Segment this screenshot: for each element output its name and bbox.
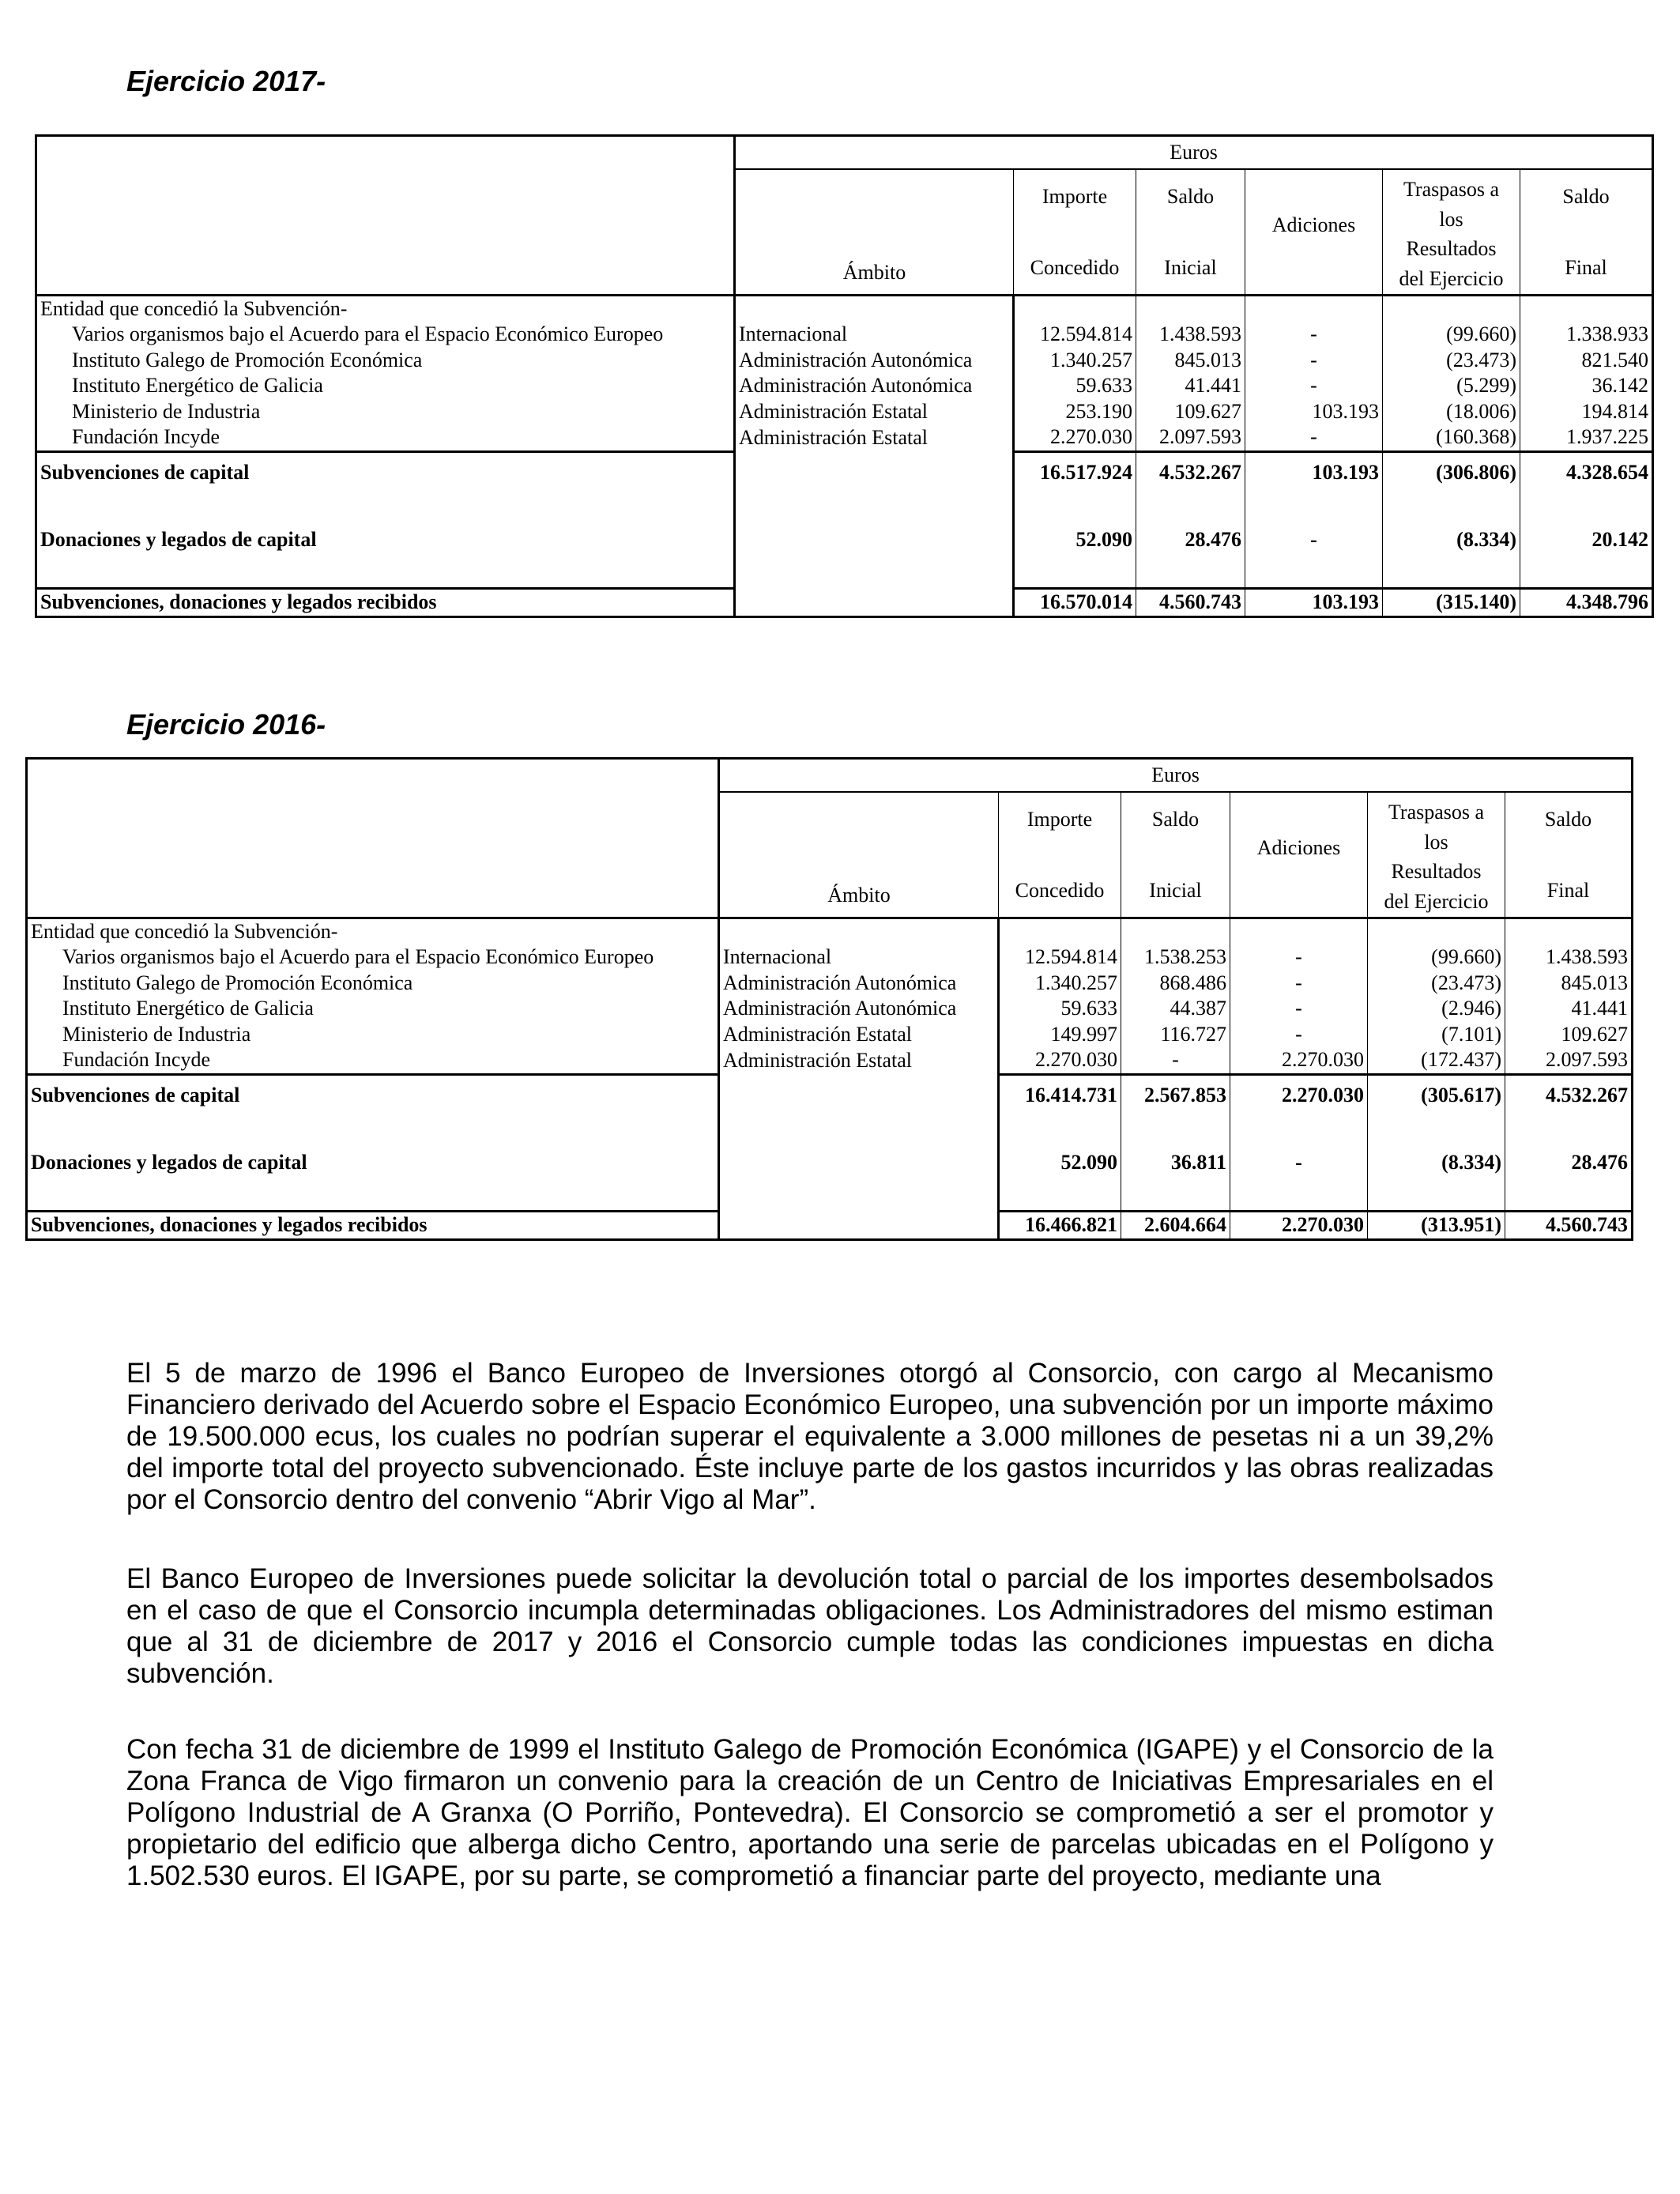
subtotal-row bbox=[27, 1074, 1633, 1115]
section-title-2016: Ejercicio 2016- bbox=[126, 708, 326, 741]
table-row bbox=[36, 322, 1653, 348]
adiciones-value: - bbox=[1245, 424, 1383, 451]
entidad-name: Varios organismos bajo el Acuerdo para el Espacio Económico Europeo bbox=[36, 322, 735, 348]
table-row bbox=[27, 1022, 1633, 1048]
paragraph-igape-convenio: Con fecha 31 de diciembre de 1999 el Instituto Galego de Promoción Económica (IGAPE) y el Consorcio de la Zona Franca de Vigo firmaron un convenio para la creación de un Centro de Iniciativas Empresariales en el Polígono Industrial de A Granxa (O Porriño, Pontevedra). El Consorcio se comprometió a ser el promotor y propietario del edificio que alberga dicho Centro, aportando una serie de parcelas ubicadas en el Polígono y 1.502.530 euros. El IGAPE, por su parte, se comprometió a financiar parte del proyecto, mediante una bbox=[126, 1734, 1494, 1891]
total-label: Subvenciones, donaciones y legados recibidos bbox=[27, 1212, 719, 1240]
adiciones-value: 103.193 bbox=[1245, 451, 1383, 492]
saldo-final-value: 28.476 bbox=[1505, 1147, 1633, 1178]
saldo-final-value: 36.142 bbox=[1520, 373, 1653, 399]
header-row-euros bbox=[27, 759, 1633, 793]
entidad-label-row bbox=[27, 918, 1633, 944]
saldo-inicial-value: 36.811 bbox=[1121, 1147, 1230, 1178]
entidad-label-row bbox=[36, 295, 1653, 322]
subsidies-table-2017 bbox=[35, 134, 1654, 618]
saldo-final-header-bottom: Final bbox=[1565, 255, 1607, 279]
adiciones-value: 103.193 bbox=[1245, 589, 1383, 617]
table-row bbox=[27, 1047, 1633, 1074]
saldo-inicial-header-bottom: Inicial bbox=[1149, 878, 1202, 902]
ambito-value: Administración Autonómica bbox=[719, 971, 999, 997]
importe-value: 16.517.924 bbox=[1014, 451, 1136, 492]
traspasos-value: (160.368) bbox=[1383, 424, 1520, 451]
traspasos-value: (99.660) bbox=[1383, 322, 1520, 348]
euros-header: Euros bbox=[719, 759, 1633, 793]
ambito-value: Internacional bbox=[735, 322, 1014, 348]
adiciones-value: - bbox=[1230, 1147, 1368, 1178]
traspasos-line-3: Resultados bbox=[1391, 860, 1482, 884]
saldo-final-value: 1.937.225 bbox=[1520, 424, 1653, 451]
traspasos-value: (313.951) bbox=[1368, 1212, 1505, 1240]
importe-value: 12.594.814 bbox=[1014, 322, 1136, 348]
subtotal-label: Subvenciones de capital bbox=[36, 451, 735, 492]
header-row-euros bbox=[36, 136, 1653, 170]
entidad-label: Entidad que concedió la Subvención- bbox=[36, 295, 735, 322]
importe-value: 52.090 bbox=[1014, 524, 1136, 556]
adiciones-value: - bbox=[1230, 944, 1368, 971]
traspasos-line-1: Traspasos a bbox=[1388, 801, 1485, 824]
table-row bbox=[27, 944, 1633, 971]
table-row bbox=[36, 373, 1653, 399]
traspasos-value: (305.617) bbox=[1368, 1074, 1505, 1115]
saldo-inicial-value: 4.532.267 bbox=[1136, 451, 1245, 492]
adiciones-value: - bbox=[1230, 996, 1368, 1022]
donaciones-label: Donaciones y legados de capital bbox=[36, 524, 735, 556]
saldo-inicial-header-top: Saldo bbox=[1151, 808, 1200, 831]
total-label: Subvenciones, donaciones y legados recibidos bbox=[36, 589, 735, 617]
adiciones-header: Adiciones bbox=[1271, 213, 1356, 236]
adiciones-value: - bbox=[1245, 322, 1383, 348]
importe-value: 16.414.731 bbox=[999, 1074, 1121, 1115]
donaciones-label: Donaciones y legados de capital bbox=[27, 1147, 719, 1178]
saldo-final-value: 20.142 bbox=[1520, 524, 1653, 556]
adiciones-value: - bbox=[1245, 524, 1383, 556]
traspasos-value: (2.946) bbox=[1368, 996, 1505, 1022]
traspasos-value: (18.006) bbox=[1383, 399, 1520, 425]
traspasos-value: (8.334) bbox=[1368, 1147, 1505, 1178]
adiciones-value: 2.270.030 bbox=[1230, 1047, 1368, 1074]
ambito-value: Administración Estatal bbox=[719, 1047, 999, 1074]
traspasos-header bbox=[1386, 170, 1516, 294]
entidad-label: Entidad que concedió la Subvención- bbox=[27, 918, 719, 944]
importe-value: 59.633 bbox=[999, 996, 1121, 1022]
total-row bbox=[36, 589, 1653, 617]
ambito-value: Administración Autonómica bbox=[719, 996, 999, 1022]
traspasos-value: (7.101) bbox=[1368, 1022, 1505, 1048]
importe-value: 149.997 bbox=[999, 1022, 1121, 1048]
subsidies-table-2016 bbox=[25, 757, 1633, 1241]
table-row bbox=[27, 971, 1633, 997]
saldo-inicial-value: - bbox=[1121, 1047, 1230, 1074]
entidad-name: Instituto Energético de Galicia bbox=[36, 373, 735, 399]
importe-value: 1.340.257 bbox=[999, 971, 1121, 997]
saldo-inicial-header-top: Saldo bbox=[1166, 185, 1215, 208]
saldo-inicial-value: 1.438.593 bbox=[1136, 322, 1245, 348]
traspasos-line-4: del Ejercicio bbox=[1384, 890, 1489, 914]
importe-value: 253.190 bbox=[1014, 399, 1136, 425]
saldo-inicial-value: 4.560.743 bbox=[1136, 589, 1245, 617]
traspasos-header bbox=[1371, 793, 1501, 917]
importe-header-top: Importe bbox=[1042, 185, 1108, 208]
saldo-inicial-value: 2.097.593 bbox=[1136, 424, 1245, 451]
saldo-final-header-bottom: Final bbox=[1546, 878, 1590, 902]
paragraph-bei-devolucion: El Banco Europeo de Inversiones puede solicitar la devolución total o parcial de los importes desembolsados en el caso de que el Consorcio incumpla determinadas obligaciones. Los Administradores del mismo estiman que al 31 de diciembre de 2017 y 2016 el Consorcio cumple todas las condiciones impuestas en dicha subvención. bbox=[126, 1563, 1494, 1689]
table-row bbox=[36, 424, 1653, 451]
saldo-inicial-value: 845.013 bbox=[1136, 348, 1245, 374]
saldo-final-value: 4.532.267 bbox=[1505, 1074, 1633, 1115]
entidad-name: Fundación Incyde bbox=[27, 1047, 719, 1074]
traspasos-line-4: del Ejercicio bbox=[1399, 267, 1504, 291]
adiciones-header: Adiciones bbox=[1256, 835, 1341, 859]
saldo-final-value: 845.013 bbox=[1505, 971, 1633, 997]
traspasos-line-2: los bbox=[1439, 207, 1463, 231]
saldo-inicial-header-bottom: Inicial bbox=[1164, 255, 1217, 279]
traspasos-value: (315.140) bbox=[1383, 589, 1520, 617]
saldo-inicial-value: 44.387 bbox=[1121, 996, 1230, 1022]
ambito-value: Administración Estatal bbox=[719, 1022, 999, 1048]
traspasos-value: (306.806) bbox=[1383, 451, 1520, 492]
saldo-final-value: 1.438.593 bbox=[1505, 944, 1633, 971]
entidad-name: Ministerio de Industria bbox=[36, 399, 735, 425]
importe-value: 12.594.814 bbox=[999, 944, 1121, 971]
saldo-final-value: 194.814 bbox=[1520, 399, 1653, 425]
adiciones-value: - bbox=[1245, 348, 1383, 374]
importe-value: 2.270.030 bbox=[999, 1047, 1121, 1074]
subtotal-label: Subvenciones de capital bbox=[27, 1074, 719, 1115]
adiciones-value: 2.270.030 bbox=[1230, 1212, 1368, 1240]
entidad-name: Instituto Galego de Promoción Económica bbox=[27, 971, 719, 997]
traspasos-line-3: Resultados bbox=[1406, 237, 1497, 261]
importe-value: 16.570.014 bbox=[1014, 589, 1136, 617]
saldo-final-value: 821.540 bbox=[1520, 348, 1653, 374]
importe-value: 59.633 bbox=[1014, 373, 1136, 399]
table-row bbox=[36, 399, 1653, 425]
ambito-header: Ámbito bbox=[827, 883, 891, 907]
importe-header-bottom: Concedido bbox=[1015, 878, 1105, 902]
ambito-value: Administración Estatal bbox=[735, 399, 1014, 425]
entidad-name: Varios organismos bajo el Acuerdo para el Espacio Económico Europeo bbox=[27, 944, 719, 971]
entidad-name: Ministerio de Industria bbox=[27, 1022, 719, 1048]
entidad-name: Fundación Incyde bbox=[36, 424, 735, 451]
ambito-value: Administración Autonómica bbox=[735, 348, 1014, 374]
traspasos-line-1: Traspasos a bbox=[1403, 178, 1500, 201]
traspasos-line-2: los bbox=[1424, 830, 1448, 854]
saldo-final-value: 4.560.743 bbox=[1505, 1212, 1633, 1240]
traspasos-value: (99.660) bbox=[1368, 944, 1505, 971]
importe-value: 2.270.030 bbox=[1014, 424, 1136, 451]
traspasos-value: (172.437) bbox=[1368, 1047, 1505, 1074]
saldo-inicial-value: 41.441 bbox=[1136, 373, 1245, 399]
table-row bbox=[36, 348, 1653, 374]
saldo-inicial-value: 116.727 bbox=[1121, 1022, 1230, 1048]
traspasos-value: (23.473) bbox=[1368, 971, 1505, 997]
saldo-inicial-value: 868.486 bbox=[1121, 971, 1230, 997]
saldo-final-value: 2.097.593 bbox=[1505, 1047, 1633, 1074]
ambito-value: Internacional bbox=[719, 944, 999, 971]
traspasos-value: (5.299) bbox=[1383, 373, 1520, 399]
saldo-final-value: 4.328.654 bbox=[1520, 451, 1653, 492]
traspasos-value: (8.334) bbox=[1383, 524, 1520, 556]
saldo-final-header-top: Saldo bbox=[1544, 808, 1592, 831]
ambito-header: Ámbito bbox=[842, 260, 906, 284]
ambito-value: Administración Estatal bbox=[735, 424, 1014, 451]
importe-value: 1.340.257 bbox=[1014, 348, 1136, 374]
importe-header-bottom: Concedido bbox=[1030, 255, 1120, 279]
saldo-final-header-top: Saldo bbox=[1562, 185, 1610, 208]
importe-value: 52.090 bbox=[999, 1147, 1121, 1178]
saldo-final-value: 1.338.933 bbox=[1520, 322, 1653, 348]
saldo-final-value: 4.348.796 bbox=[1520, 589, 1653, 617]
importe-header-top: Importe bbox=[1026, 808, 1093, 831]
saldo-inicial-value: 2.604.664 bbox=[1121, 1212, 1230, 1240]
saldo-inicial-value: 2.567.853 bbox=[1121, 1074, 1230, 1115]
saldo-inicial-value: 28.476 bbox=[1136, 524, 1245, 556]
saldo-final-value: 109.627 bbox=[1505, 1022, 1633, 1048]
adiciones-value: - bbox=[1230, 1022, 1368, 1048]
saldo-final-value: 41.441 bbox=[1505, 996, 1633, 1022]
adiciones-value: - bbox=[1230, 971, 1368, 997]
saldo-inicial-value: 109.627 bbox=[1136, 399, 1245, 425]
entidad-name: Instituto Energético de Galicia bbox=[27, 996, 719, 1022]
ambito-value: Administración Autonómica bbox=[735, 373, 1014, 399]
subtotal-row bbox=[36, 451, 1653, 492]
euros-header: Euros bbox=[735, 136, 1653, 170]
entidad-name: Instituto Galego de Promoción Económica bbox=[36, 348, 735, 374]
importe-value: 16.466.821 bbox=[999, 1212, 1121, 1240]
adiciones-value: 103.193 bbox=[1245, 399, 1383, 425]
adiciones-value: - bbox=[1245, 373, 1383, 399]
table-row bbox=[27, 996, 1633, 1022]
paragraph-bei-subvencion: El 5 de marzo de 1996 el Banco Europeo de Inversiones otorgó al Consorcio, con cargo al Mecanismo Financiero derivado del Acuerdo sobre el Espacio Económico Europeo, una subvención por un importe máximo de 19.500.000 ecus, los cuales no podrían superar el equivalente a 3.000 millones de pesetas ni a un 39,2% del importe total del proyecto subvencionado. Éste incluye parte de los gastos incurridos y las obras realizadas por el Consorcio dentro del convenio “Abrir Vigo al Mar”. bbox=[126, 1358, 1494, 1515]
donaciones-row bbox=[36, 524, 1653, 556]
saldo-inicial-value: 1.538.253 bbox=[1121, 944, 1230, 971]
traspasos-value: (23.473) bbox=[1383, 348, 1520, 374]
donaciones-row bbox=[27, 1147, 1633, 1178]
section-title-2017: Ejercicio 2017- bbox=[126, 65, 326, 97]
total-row bbox=[27, 1212, 1633, 1240]
adiciones-value: 2.270.030 bbox=[1230, 1074, 1368, 1115]
